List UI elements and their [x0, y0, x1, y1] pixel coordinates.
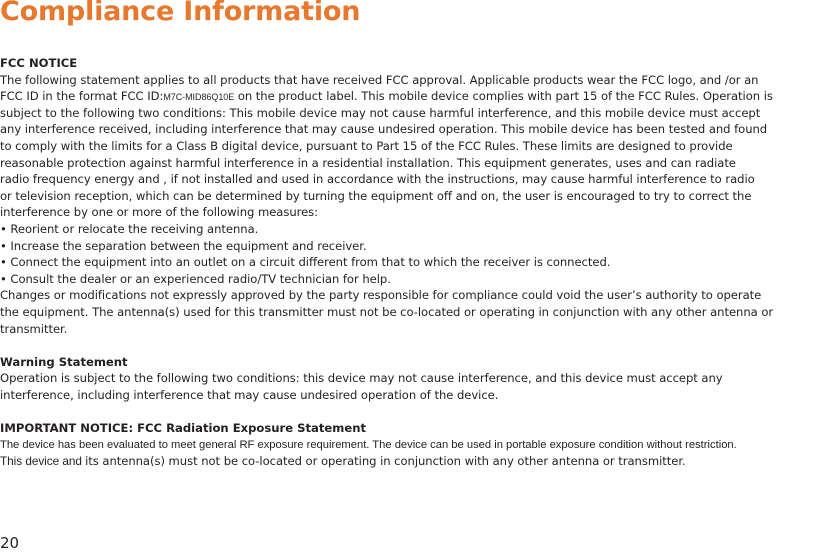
fcc-paragraph-line: any interference received, including interference that may cause undesired operation. This mobile device has been tested and found — [0, 122, 768, 137]
fcc-paragraph-line: subject to the following two conditions: This mobile device may not cause harmful interference, and this mobile device must accept — [0, 105, 761, 120]
warning-paragraph-line: interference, including interference that may cause undesired operation of the device. — [0, 387, 499, 402]
fcc-paragraph-line: The following statement applies to all products that have received FCC approval. Applicable products wear the FCC logo, and /or an — [0, 72, 759, 87]
measure-bullet: • Increase the separation between the equipment and receiver. — [0, 238, 367, 253]
fcc-paragraph-line: radio frequency energy and , if not installed and used in accordance with the instructions, may cause harmful interference to radio — [0, 172, 755, 187]
warning-statement-heading: Warning Statement — [0, 354, 128, 369]
page-number: 20 — [0, 534, 20, 552]
important-paragraph-line: The device has been evaluated to meet general RF exposure requirement. The device can be used in portable exposure condition without restriction. — [0, 438, 737, 451]
important-paragraph-line — [0, 453, 834, 470]
fcc-id-suffix: on the product label. This mobile device complies with part 15 of the FCC Rules. Operation is — [234, 89, 773, 104]
measure-bullet: • Connect the equipment into an outlet on a circuit different from that to which the receiver is connected. — [0, 255, 611, 270]
fcc-paragraph-line: Changes or modifications not expressly approved by the party responsible for compliance could void the user’s authority to operate — [0, 288, 762, 303]
section-gap — [0, 337, 834, 354]
fcc-paragraph-line: interference by one or more of the following measures: — [0, 205, 319, 220]
warning-paragraph-line: Operation is subject to the following two conditions: this device may not cause interference, and this device must accept any — [0, 371, 723, 386]
fcc-paragraph-line — [0, 88, 834, 105]
section-gap — [0, 403, 834, 420]
fcc-paragraph-line: or television reception, which can be determined by turning the equipment off and on, the user is encouraged to try to correct the — [0, 188, 752, 203]
fcc-paragraph-line: transmitter. — [0, 321, 68, 336]
measure-bullet: • Reorient or relocate the receiving antenna. — [0, 221, 259, 236]
fcc-paragraph-line: the equipment. The antenna(s) used for this transmitter must not be co-located or operating in conjunction with any other antenna or — [0, 304, 774, 319]
important-notice-heading: IMPORTANT NOTICE: FCC Radiation Exposure Statement — [0, 421, 367, 436]
fcc-paragraph-line: reasonable protection against harmful interference in a residential installation. This equipment generates, uses and can radiate — [0, 155, 736, 170]
fcc-paragraph-line: to comply with the limits for a Class B digital device, pursuant to Part 15 of the FCC Rules. These limits are designed to provide — [0, 138, 733, 153]
fcc-id-prefix: FCC ID in the format FCC ID: — [0, 89, 164, 104]
important-line2-end: its antenna(s) must not be co-located or operating in conjunction with any other antenna or transmitter. — [85, 454, 686, 469]
compliance-body — [0, 55, 834, 470]
fcc-id-code: M7C-MID86Q10E — [163, 92, 235, 103]
measure-bullet: • Consult the dealer or an experienced radio/TV technician for help. — [0, 271, 391, 286]
page-title: Compliance Information — [0, 0, 361, 27]
important-line2-start: This device and — [0, 454, 86, 469]
fcc-notice-heading: FCC NOTICE — [0, 56, 78, 70]
